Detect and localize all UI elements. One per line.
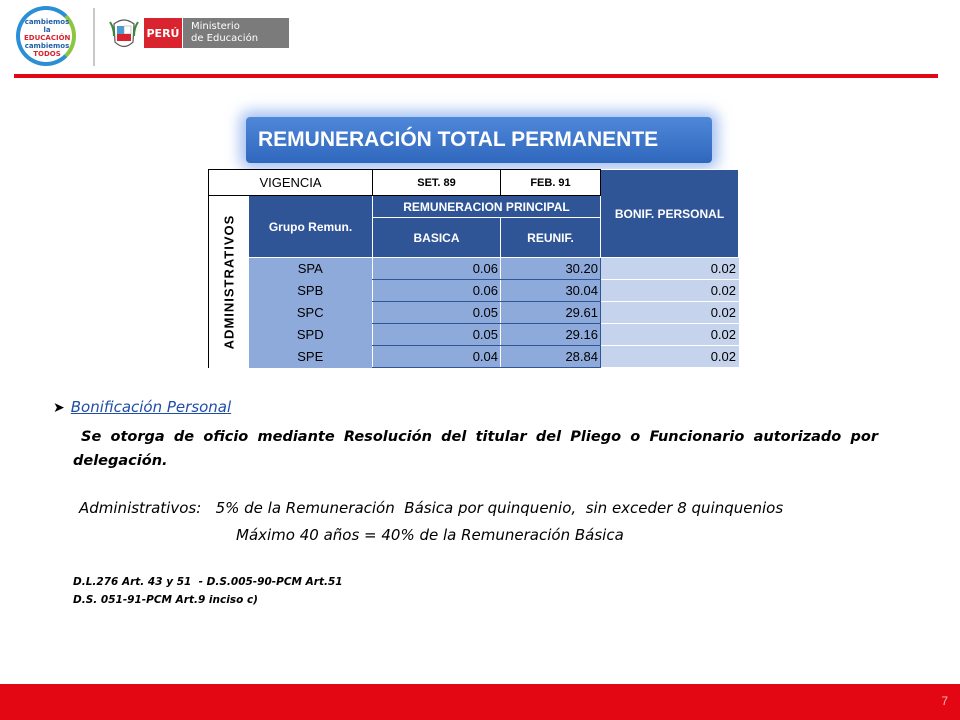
reunif-cell: 29.16: [501, 324, 601, 346]
campaign-logo-text: cambiemos la EDUCACIÓN cambiemos TODOS: [24, 18, 71, 58]
basica-cell: 0.04: [373, 346, 501, 368]
legal-reference-2: D.S. 051-91-PCM Art.9 inciso c): [73, 594, 258, 606]
administrativos-label: ADMINISTRATIVOS: [221, 214, 236, 350]
title-banner: [246, 117, 712, 163]
maximo-line: Máximo 40 años = 40% de la Remuneración Básica: [236, 526, 624, 544]
reunif-cell: 29.61: [501, 302, 601, 324]
header-divider: [93, 8, 95, 66]
arrow-bullet-icon: ➤: [53, 400, 65, 416]
bonif-cell: 0.02: [601, 258, 739, 280]
page-number: 7: [941, 694, 948, 708]
bonificacion-paragraph: Se otorga de oficio mediante Resolución del titular del Pliego o Funcionario autorizado por delegación.: [73, 429, 878, 469]
group-cell: SPE: [249, 346, 373, 368]
bonif-cell: 0.02: [601, 324, 739, 346]
basica-header: BASICA: [373, 218, 501, 258]
bonificacion-link[interactable]: Bonificación Personal: [70, 398, 232, 416]
basica-cell: 0.06: [373, 280, 501, 302]
feb-91-cell: FEB. 91: [501, 170, 601, 196]
campaign-logo: [16, 6, 84, 68]
bonif-cell: 0.02: [601, 280, 739, 302]
ministry-line2: de Educación: [191, 33, 259, 44]
group-cell: SPA: [249, 258, 373, 280]
bonif-cell: 0.02: [601, 302, 739, 324]
administrativos-label-cell: [209, 196, 249, 368]
set-89-cell: SET. 89: [373, 170, 501, 196]
group-cell: SPB: [249, 280, 373, 302]
bonif-header: BONIF. PERSONAL: [601, 170, 739, 258]
vigencia-cell: VIGENCIA: [209, 170, 373, 196]
peru-label: PERÚ: [146, 26, 180, 40]
ministry-line1: Ministerio: [191, 21, 240, 32]
basica-cell: 0.05: [373, 324, 501, 346]
reunif-cell: 30.04: [501, 280, 601, 302]
remuneration-table: [208, 169, 739, 368]
slide-title: REMUNERACIÓN TOTAL PERMANENTE: [258, 128, 659, 151]
reunif-cell: 28.84: [501, 346, 601, 368]
reunif-header: REUNIF.: [501, 218, 601, 258]
header-red-rule: [14, 74, 938, 78]
group-cell: SPD: [249, 324, 373, 346]
basica-cell: 0.05: [373, 302, 501, 324]
legal-reference-1: D.L.276 Art. 43 y 51 - D.S.005-90-PCM Art.51: [73, 576, 343, 588]
bonif-cell: 0.02: [601, 346, 739, 368]
peru-label-box: [144, 18, 182, 48]
ministry-label-box: [183, 18, 289, 48]
administrativos-line: Administrativos: 5% de la Remuneración Básica por quinquenio, sin exceder 8 quinquenios: [79, 499, 784, 517]
reunif-cell: 30.20: [501, 258, 601, 280]
basica-cell: 0.06: [373, 258, 501, 280]
coat-of-arms-icon: [108, 14, 140, 52]
grupo-header: Grupo Remun.: [249, 196, 373, 258]
footer-bar: [0, 684, 960, 720]
group-cell: SPC: [249, 302, 373, 324]
bullet-heading: [53, 398, 231, 416]
principal-header: REMUNERACION PRINCIPAL: [373, 196, 601, 218]
